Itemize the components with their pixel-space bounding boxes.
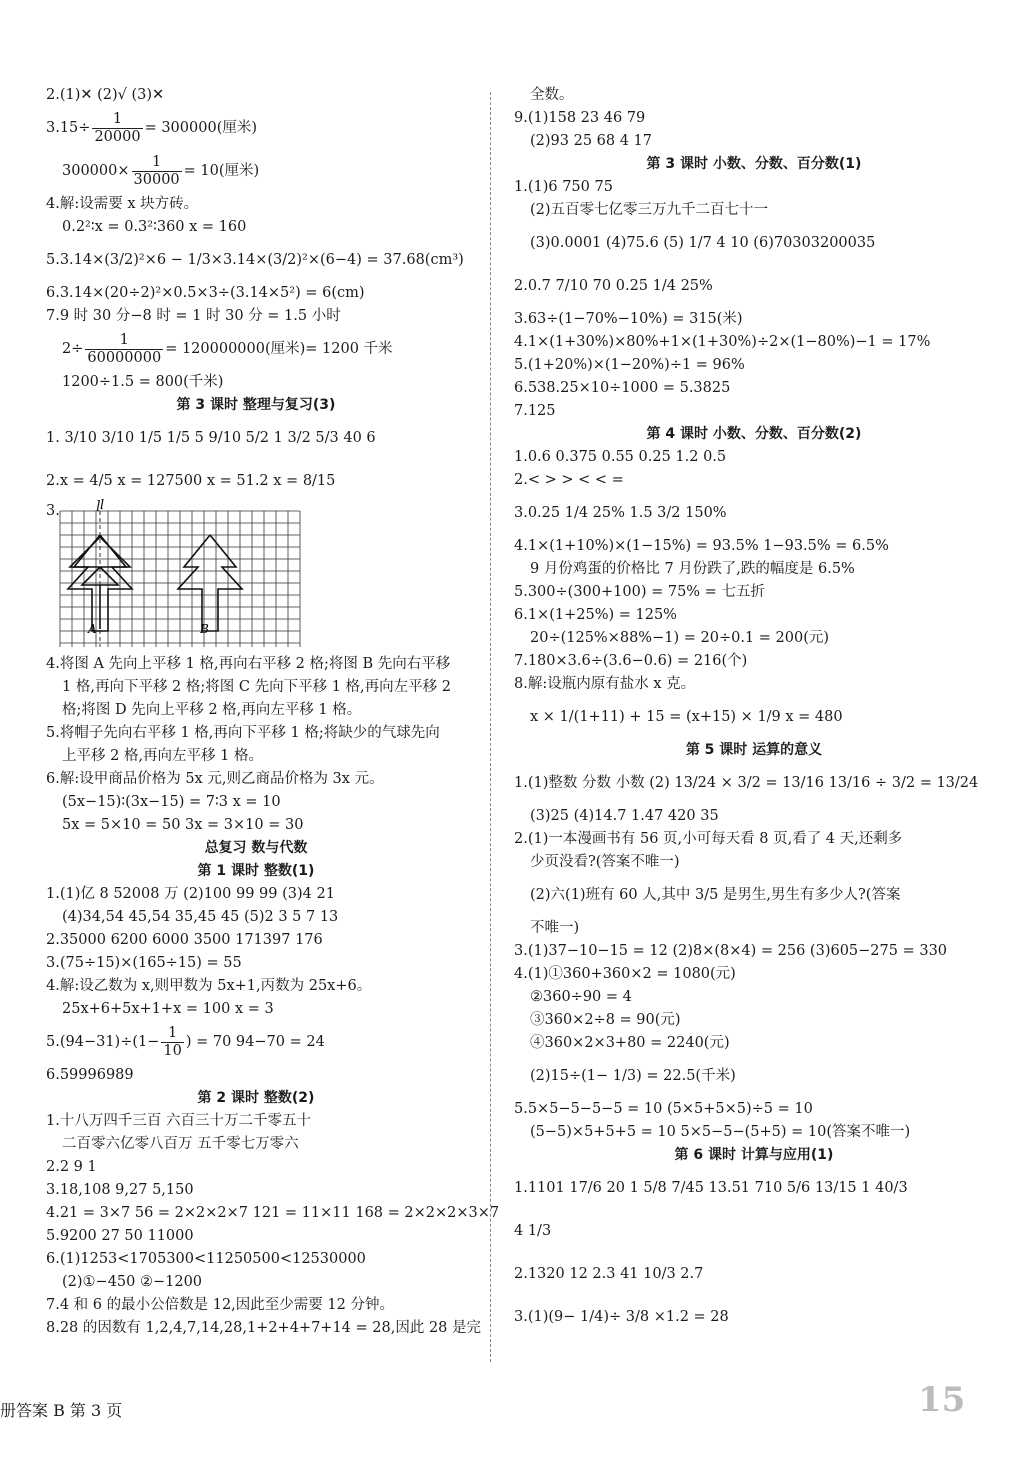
answer-line: 少页没看?(答案不唯一) xyxy=(530,854,680,870)
label-a: A xyxy=(88,622,97,636)
answer-line: 上平移 2 格,再向左平移 1 格。 xyxy=(62,748,263,764)
section-heading: 第 4 课时 小数、分数、百分数(2) xyxy=(646,426,862,442)
section-heading: 第 3 课时 小数、分数、百分数(1) xyxy=(646,156,862,172)
answer-line: 2÷ $\frac{1}{60000000}$ = 120000000(厘米)= 1200 千米 xyxy=(62,331,393,366)
right-column xyxy=(514,84,994,1339)
answer-line: 3.63÷(1−70%−10%) = 315(米) xyxy=(514,311,743,327)
answer-line: 2.(1)✕ (2)√ (3)✕ xyxy=(46,87,165,103)
answer-line: 7.125 xyxy=(514,403,556,419)
answer-line: 不唯一) xyxy=(530,920,580,936)
section-heading: 第 2 课时 整数(2) xyxy=(197,1090,315,1106)
answer-line: 5.300÷(300+100) = 75% = 七五折 xyxy=(514,584,765,600)
answer-line: 格;将图 D 先向上平移 2 格,再向左平移 1 格。 xyxy=(62,702,362,718)
answer-line: 5.(94−31)÷(1− $\frac{1}{10}$ ) = 70 94−70 = 24 xyxy=(46,1024,325,1059)
answer-line: (2)93 25 68 4 17 xyxy=(530,133,653,149)
answer-line: (2)①−450 ②−1200 xyxy=(62,1274,203,1290)
answer-line: 6.1×(1+25%) = 125% xyxy=(514,607,677,623)
answer-line: 6.538.25×10÷1000 = 5.3825 xyxy=(514,380,731,396)
answer-line: 4.解:设乙数为 x,则甲数为 5x+1,丙数为 25x+6。 xyxy=(46,978,372,994)
answer-line: 5.5×5−5−5−5 = 10 (5×5+5×5)÷5 = 10 xyxy=(514,1101,813,1117)
answer-line: (3)0.0001 (4)75.6 (5) 1/7 4 10 (6)70303200035 xyxy=(530,235,876,251)
section-heading: 第 1 课时 整数(1) xyxy=(197,863,315,879)
answer-line: 2.x = 4/5 x = 127500 x = 51.2 x = 8/15 xyxy=(46,473,336,489)
answer-line: ④360×2×3+80 = 2240(元) xyxy=(530,1035,730,1051)
answer-line: (2)六(1)班有 60 人,其中 3/5 是男生,男生有多少人?(答案 xyxy=(530,887,901,903)
answer-line: 3.0.25 1/4 25% 1.5 3/2 150% xyxy=(514,505,727,521)
answer-line: 1. 3/10 3/10 1/5 1/5 5 9/10 5/2 1 3/2 5/3 40 6 xyxy=(46,430,376,446)
answer-line: 7.4 和 6 的最小公倍数是 12,因此至少需要 12 分钟。 xyxy=(46,1297,394,1313)
fraction: $\frac{1}{10}$ xyxy=(163,1024,182,1059)
grid-figure xyxy=(46,498,466,653)
answer-line: 4.1×(1+10%)×(1−15%) = 93.5% 1−93.5% = 6.5% xyxy=(514,538,889,554)
answer-line: 2.1320 12 2.3 41 10/3 2.7 xyxy=(514,1266,704,1282)
fraction: $\frac{1}{30000}$ xyxy=(133,153,180,188)
answer-line: 8.解:设瓶内原有盐水 x 克。 xyxy=(514,676,696,692)
answer-line: (3)25 (4)14.7 1.47 420 35 xyxy=(530,808,719,824)
answer-line: 4 1/3 xyxy=(514,1223,552,1239)
answer-line: 25x+6+5x+1+x = 100 x = 3 xyxy=(62,1001,274,1017)
answer-line: 3.(1)(9− 1/4)÷ 3/8 ×1.2 = 28 xyxy=(514,1309,729,1325)
fraction: $\frac{1}{60000000}$ xyxy=(87,331,162,366)
answer-line: 4.1×(1+30%)×80%+1×(1+30%)÷2×(1−80%)−1 = 17% xyxy=(514,334,931,350)
answer-line: 6.解:设甲商品价格为 5x 元,则乙商品价格为 3x 元。 xyxy=(46,771,384,787)
column-divider xyxy=(490,92,491,1362)
item-number: 3. xyxy=(46,503,60,519)
section-heading: 第 3 课时 整理与复习(3) xyxy=(176,397,336,413)
answer-line: 5.将帽子先向右平移 1 格,再向下平移 1 格;将缺少的气球先向 xyxy=(46,725,440,741)
answer-line: 4.解:设需要 x 块方砖。 xyxy=(46,196,199,212)
answer-line: ③360×2÷8 = 90(元) xyxy=(530,1012,681,1028)
answer-line: 0.2²∶x = 0.3²∶360 x = 160 xyxy=(62,219,247,235)
answer-line: 3.(75÷15)×(165÷15) = 55 xyxy=(46,955,242,971)
answer-line: 7.9 时 30 分−8 时 = 1 时 30 分 = 1.5 小时 xyxy=(46,308,341,324)
answer-line: 1.1101 17/6 20 1 5/8 7/45 13.51 710 5/6 13/15 1 40/3 xyxy=(514,1180,908,1196)
axis-label-l: l xyxy=(100,498,105,513)
answer-line: 6.(1)1253<1705300<11250500<12530000 xyxy=(46,1251,366,1267)
answer-line: 3.18,108 9,27 5,150 xyxy=(46,1182,194,1198)
answer-line: 5.(1+20%)×(1−20%)÷1 = 96% xyxy=(514,357,745,373)
answer-line: 6.59996989 xyxy=(46,1067,134,1083)
answer-line: 1.十八万四千三百 六百三十万二千零五十 xyxy=(46,1113,311,1129)
answer-line: 4.(1)①360+360×2 = 1080(元) xyxy=(514,966,736,982)
answer-line: 1200÷1.5 = 800(千米) xyxy=(62,374,224,390)
answer-line: 1.(1)6 750 75 xyxy=(514,179,613,195)
answer-line: 二百零六亿零八百万 五千零七万零六 xyxy=(62,1136,299,1152)
answer-line: (4)34,54 45,54 35,45 45 (5)2 3 5 7 13 xyxy=(62,909,339,925)
answer-line: (2)15÷(1− 1/3) = 22.5(千米) xyxy=(530,1068,736,1084)
fraction: $\frac{1}{20000}$ xyxy=(94,110,141,145)
answer-line: 1.(1)整数 分数 小数 (2) 13/24 × 3/2 = 13/16 13/16 ÷ 3/2 = 13/24 xyxy=(514,775,979,791)
label-b: B xyxy=(200,622,209,636)
answer-line: (5x−15)∶(3x−15) = 7∶3 x = 10 xyxy=(62,794,281,810)
answer-line: 5.9200 27 50 11000 xyxy=(46,1228,194,1244)
answer-line: 1.0.6 0.375 0.55 0.25 1.2 0.5 xyxy=(514,449,727,465)
answer-line: 2.35000 6200 6000 3500 171397 176 xyxy=(46,932,323,948)
axis-label-l: l xyxy=(96,499,101,515)
answer-line: 5.3.14×(3/2)²×6 − 1/3×3.14×(3/2)²×(6−4) = 37.68(cm³) xyxy=(46,252,464,268)
section-heading: 第 6 课时 计算与应用(1) xyxy=(674,1147,834,1163)
answer-line: 3.15÷ $\frac{1}{20000}$ = 300000(厘米) xyxy=(46,110,258,145)
answer-line: ②360÷90 = 4 xyxy=(530,989,632,1005)
answer-line: 3.(1)37−10−15 = 12 (2)8×(8×4) = 256 (3)605−275 = 330 xyxy=(514,943,948,959)
page-footer: 册答案 B 第 3 页 xyxy=(0,1401,123,1420)
answer-line: 20÷(125%×88%−1) = 20÷0.1 = 200(元) xyxy=(530,630,830,646)
answer-line: 1.(1)亿 8 52008 万 (2)100 99 99 (3)4 21 xyxy=(46,886,335,902)
answer-line: 全数。 xyxy=(530,87,574,103)
answer-line: 9.(1)158 23 46 79 xyxy=(514,110,646,126)
page-number: 15 xyxy=(918,1380,966,1420)
answer-line: 2.0.7 7/10 70 0.25 1/4 25% xyxy=(514,278,713,294)
answer-line: 4.将图 A 先向上平移 1 格,再向右平移 2 格;将图 B 先向右平移 xyxy=(46,656,451,672)
answer-line: x × 1/(1+11) + 15 = (x+15) × 1/9 x = 480 xyxy=(530,709,843,725)
answer-line: 9 月份鸡蛋的价格比 7 月份跌了,跌的幅度是 6.5% xyxy=(530,561,855,577)
answer-line: 8.28 的因数有 1,2,4,7,14,28,1+2+4+7+14 = 28,因此 28 是完 xyxy=(46,1320,482,1336)
translation-grid xyxy=(60,498,300,647)
answer-line: (5−5)×5+5+5 = 10 5×5−5−(5+5) = 10(答案不唯一) xyxy=(530,1124,911,1140)
answer-line: (2)五百零七亿零三万九千二百七十一 xyxy=(530,202,769,218)
section-heading: 第 5 课时 运算的意义 xyxy=(685,742,823,758)
answer-line: 2.(1)一本漫画书有 56 页,小可每天看 8 页,看了 4 天,还剩多 xyxy=(514,831,903,847)
answer-line: 4.21 = 3×7 56 = 2×2×2×7 121 = 11×11 168 = 2×2×2×3×7 xyxy=(46,1205,500,1221)
answer-line: 1 格,再向下平移 2 格;将图 C 先向下平移 1 格,再向左平移 2 xyxy=(62,679,451,695)
left-column xyxy=(46,84,500,1340)
answer-line: 7.180×3.6÷(3.6−0.6) = 216(个) xyxy=(514,653,748,669)
answer-line: 2.2 9 1 xyxy=(46,1159,97,1175)
section-heading: 总复习 数与代数 xyxy=(204,840,308,856)
answer-line: 6.3.14×(20÷2)²×0.5×3÷(3.14×5²) = 6(cm) xyxy=(46,285,365,301)
answer-line: 300000× $\frac{1}{30000}$ = 10(厘米) xyxy=(62,153,260,188)
answer-line: 5x = 5×10 = 50 3x = 3×10 = 30 xyxy=(62,817,304,833)
answer-line: 2.< > > < < = xyxy=(514,472,624,488)
